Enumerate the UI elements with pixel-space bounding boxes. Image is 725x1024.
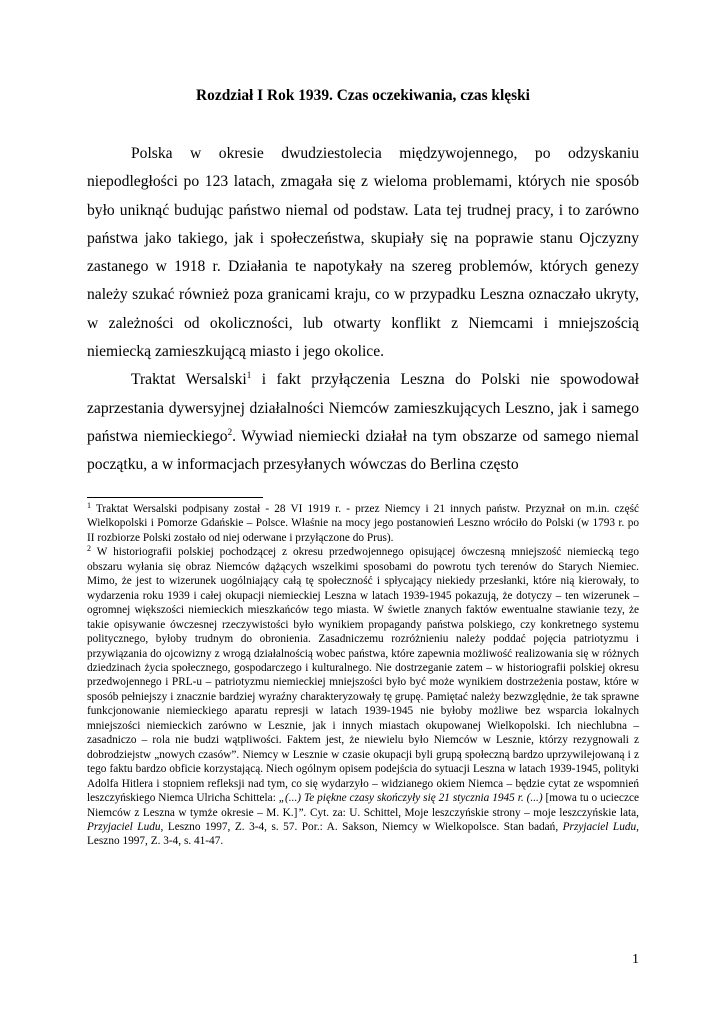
footnote-separator xyxy=(87,497,263,498)
paragraph-1: Polska w okresie dwudziestolecia międzywojennego, po odzyskaniu niepodległości po 123 latach, zmagała się z wieloma problemami, których nie sposób było uniknąć budując państwo niemal od podstaw. Lata tej trudnej pracy, i to zarówno państwa jako takiego, jak i społeczeństwa, skupiały się na poprawie stanu Ojczyzny zastanego w 1918 r. Działania te napotykały na szereg problemów, których genezy należy szukać również poza granicami kraju, co w przypadku Leszna oznaczało ukryty, w zależności od okoliczności, lub otwarty konflikt z Niemcami i mniejszością niemiecką zamieszkującą miasto i jego okolice. xyxy=(87,145,639,361)
footnote-2-quote-close: ”. xyxy=(297,806,307,819)
paragraph-2-part-1: Traktat Wersalski xyxy=(131,371,247,389)
footnote-2-journal-2: Przyjaciel Ludu xyxy=(562,820,637,833)
paragraph-2 xyxy=(87,366,639,479)
body-text xyxy=(87,140,639,480)
footnote-ref-1[interactable]: 1 xyxy=(246,370,252,381)
footnotes xyxy=(87,502,639,849)
footnote-2-text-1: W historiografii polskiej pochodzącej z okresu przedwojennego opisującej ówczesną mniejszość niemiecką tego obszaru wyłania się obraz Niemców dążących wszelkimi sposobami do powrotu tych terenów do Starych Niemiec. Mimo, że jest to wizerunek uogólniający całą tę społeczność i spłycający niekiedy przesłanki, które nią kierowały, to wydarzenia roku 1939 i całej okupacji niemieckiej Leszna w latach 1939-1945 pokazują, że dotyczy – ten wizerunek – ogromnej większości niemieckich mieszkańców tego miasta. W świetle znanych faktów ewentualne stawianie tezy, że takie opisywanie ówczesnej rzeczywistości było wynikiem propagandy państwa polskiego, czy konkretnego systemu politycznego, byłoby trudnym do obronienia. Zasadniczemu rozróżnieniu należy poddać pojęcia patriotyzmu i przywiązania do ojcowizny z wrogą działalnością wobec państwa, które zapewnia możliwość realizowania się w różnych dziedzinach życia społecznego, gospodarczego i kulturalnego. Nie dostrzeganie zatem – w historiografii polskiej okresu przedwojennego i PRL-u – patriotyzmu niemieckiej mniejszości było być może wynikiem dostrzeżenia postaw, które w sposób pełniejszy i znacznie bardziej wyraźny charakteryzowały tę grupę. Pamiętać należy bezwzględnie, że tak sprawne funkcjonowanie niemieckiego aparatu represji w latach 1939-1945 nie byłoby możliwe bez wsparcia lokalnych mniejszości niemieckich zarówno w Lesznie, jak i innych miastach okupowanej Wielkopolski. Ich niechlubna – zasadniczo – rola nie budzi wątpliwości. Faktem jest, że niewielu było Niemców w Lesznie, którzy rezygnowali z dobrodziejstw „nowych czasów”. Niemcy w Lesznie w czasie okupacji byli grupą społeczną bardzo uprzywilejowaną i z tego faktu bardzo obficie korzystającą. Niech ogólnym opisem podejścia do sytuacji Leszna w latach 1939-1945, polityki Adolfa Hitlera i stopniem refleksji nad tym, co się wydarzyło – widzianego okiem Niemca – będzie cytat ze wspomnień leszczyńskiego Niemca Ulricha Schittela: xyxy=(87,546,639,805)
chapter-title: Rozdział I Rok 1939. Czas oczekiwania, czas klęski xyxy=(196,87,530,104)
footnote-2-number: 2 xyxy=(87,544,91,554)
footnote-2-text-2: [mowa tu o ucieczce Niemców z Leszna w tymże okresie – M. K.] xyxy=(87,792,639,819)
footnote-ref-2[interactable]: 2 xyxy=(227,426,233,437)
footnote-2 xyxy=(87,545,639,849)
footnote-1-number: 1 xyxy=(87,501,91,510)
paragraph-2-part-3: . Wywiad niemiecki działał na tym obszarze od samego niemal początku, a w informacjach przesyłanych wówczas do Berlina często xyxy=(87,427,639,474)
footnote-2-quote: „(...) Te piękne czasy skończyły się 21 stycznia 1945 r. (...) xyxy=(278,792,543,805)
footnote-2-text-4: , Leszno 1997, Z. 3-4, s. 57. Por.: A. Sakson, Niemcy w Wielkopolsce. Stan badań, xyxy=(160,820,563,833)
footnote-2-text-5: , Leszno 1997, Z. 3-4, s. 41-47. xyxy=(87,820,639,848)
page-number: 1 xyxy=(632,952,639,967)
footnote-2-journal-1: Przyjaciel Ludu xyxy=(87,820,161,833)
footnote-1 xyxy=(87,502,639,545)
footnote-2-text-3: Cyt. za: U. Schittel, Moje leszczyńskie strony – moje leszczyńskie lata, xyxy=(306,806,639,819)
paragraph-2-part-2: i fakt przyłączenia Leszna do Polski nie spowodował zaprzestania dywersyjnej działalności Niemców zamieszkujących Leszno, jak i samego państwa niemieckiego xyxy=(87,371,639,445)
footnote-1-text: Traktat Wersalski podpisany został - 28 VI 1919 r. - przez Niemcy i 21 innych państw. Przyznał on m.in. część Wielkopolski i Pomorze Gdańskie – Polsce. Właśnie na mocy jego postanowień Leszno wróciło do Polski (w 1793 r. po II rozbiorze Polski zostało od niej oderwane i przyłączone do Prus). xyxy=(87,503,639,544)
